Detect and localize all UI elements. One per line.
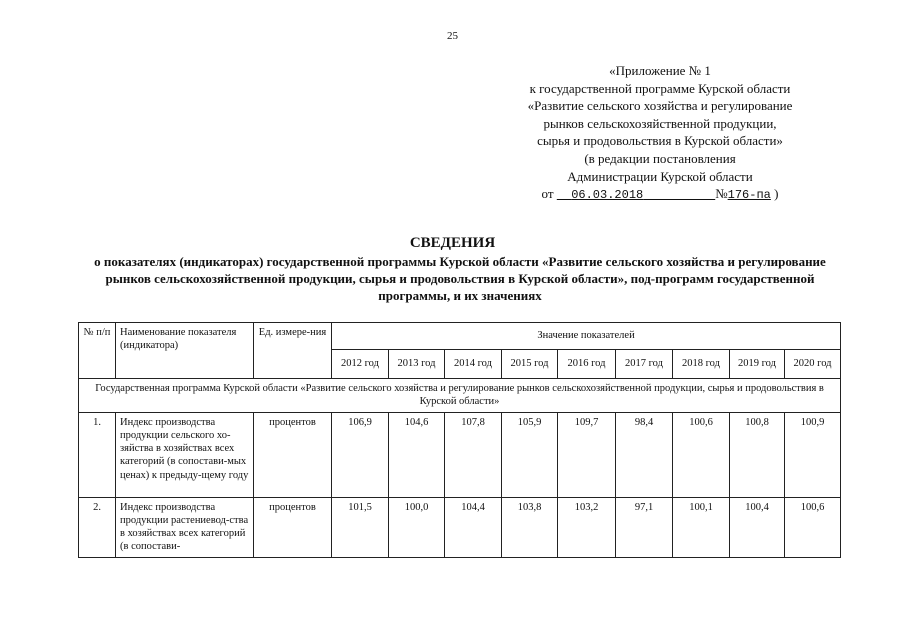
appendix-block [490, 62, 830, 205]
header-year: 2014 год [445, 350, 502, 379]
header-year: 2017 год [616, 350, 673, 379]
resolution-date: 06.03.2018 [571, 188, 644, 203]
row-value: 100,6 [785, 497, 841, 557]
appendix-line: «Приложение № 1 [609, 63, 711, 78]
row-value: 104,4 [445, 497, 502, 557]
header-year: 2013 год [389, 350, 445, 379]
row-value: 103,2 [558, 497, 616, 557]
appendix-line: рынков сельскохозяйственной продукции, [543, 115, 777, 131]
header-year: 2015 год [502, 350, 558, 379]
date-prefix: от [541, 186, 554, 202]
document-subtitle: о показателях (индикаторах) государственной программы Курской области «Развитие сельского хозяйства и регулирование рынков сельскохозяйственной продукции, сырья и продовольствия в Курской области», под-программ государственной программы, и их значениях [94, 254, 826, 303]
row-name: Индекс производства продукции сельского хо-зяйства в хозяйствах всех категорий (в сопостави-мых ценах) к предыду-щему году [116, 412, 254, 497]
row-unit: процентов [254, 412, 332, 497]
header-year: 2019 год [730, 350, 785, 379]
row-value: 103,8 [502, 497, 558, 557]
header-year: 2012 год [332, 350, 389, 379]
number-prefix: № [715, 186, 728, 202]
resolution-number: 176-па [727, 188, 771, 203]
row-value: 107,8 [445, 412, 502, 497]
row-value: 100,6 [673, 412, 730, 497]
row-value: 98,4 [616, 412, 673, 497]
row-value: 100,4 [730, 497, 785, 557]
header-year: 2020 год [785, 350, 841, 379]
row-value: 109,7 [558, 412, 616, 497]
appendix-line: «Развитие сельского хозяйства и регулирование [527, 98, 793, 114]
table-row [79, 412, 841, 497]
row-unit: процентов [254, 497, 332, 557]
header-year: 2018 год [673, 350, 730, 379]
row-value: 100,8 [730, 412, 785, 497]
appendix-line: к государственной программе Курской области [529, 80, 791, 96]
appendix-line: (в редакции постановления [584, 150, 736, 166]
row-num: 2. [79, 497, 116, 557]
header-num: № п/п [79, 323, 116, 379]
row-num: 1. [79, 412, 116, 497]
page-number: 25 [447, 30, 458, 42]
row-value: 100,1 [673, 497, 730, 557]
header-unit: Ед. измере-ния [254, 323, 332, 379]
row-name: Индекс производства продукции растениевод-ства в хозяйствах всех категорий (в сопостави- [116, 497, 254, 557]
row-value: 105,9 [502, 412, 558, 497]
appendix-line: сырья и продовольствия в Курской области» [537, 133, 783, 149]
row-value: 104,6 [389, 412, 445, 497]
document-title: СВЕДЕНИЯ [409, 235, 496, 251]
row-value: 101,5 [332, 497, 389, 557]
header-values-group: Значение показателей [332, 323, 841, 350]
row-value: 97,1 [616, 497, 673, 557]
header-year: 2016 год [558, 350, 616, 379]
section-title: Государственная программа Курской области «Развитие сельского хозяйства и регулирование рынков сельскохозяйственной продукции, сырья и продовольствия в Курской области» [79, 379, 841, 413]
close-paren: ) [774, 186, 779, 202]
section-row [79, 379, 841, 413]
row-value: 100,0 [389, 497, 445, 557]
resolution-date-line [490, 185, 830, 205]
row-value: 100,9 [785, 412, 841, 497]
header-name: Наименование показателя (индикатора) [116, 323, 254, 379]
row-value: 106,9 [332, 412, 389, 497]
indicators-table [78, 322, 841, 558]
appendix-line: Администрации Курской области [567, 168, 753, 184]
table-row [79, 497, 841, 557]
table-header-row [79, 323, 841, 350]
